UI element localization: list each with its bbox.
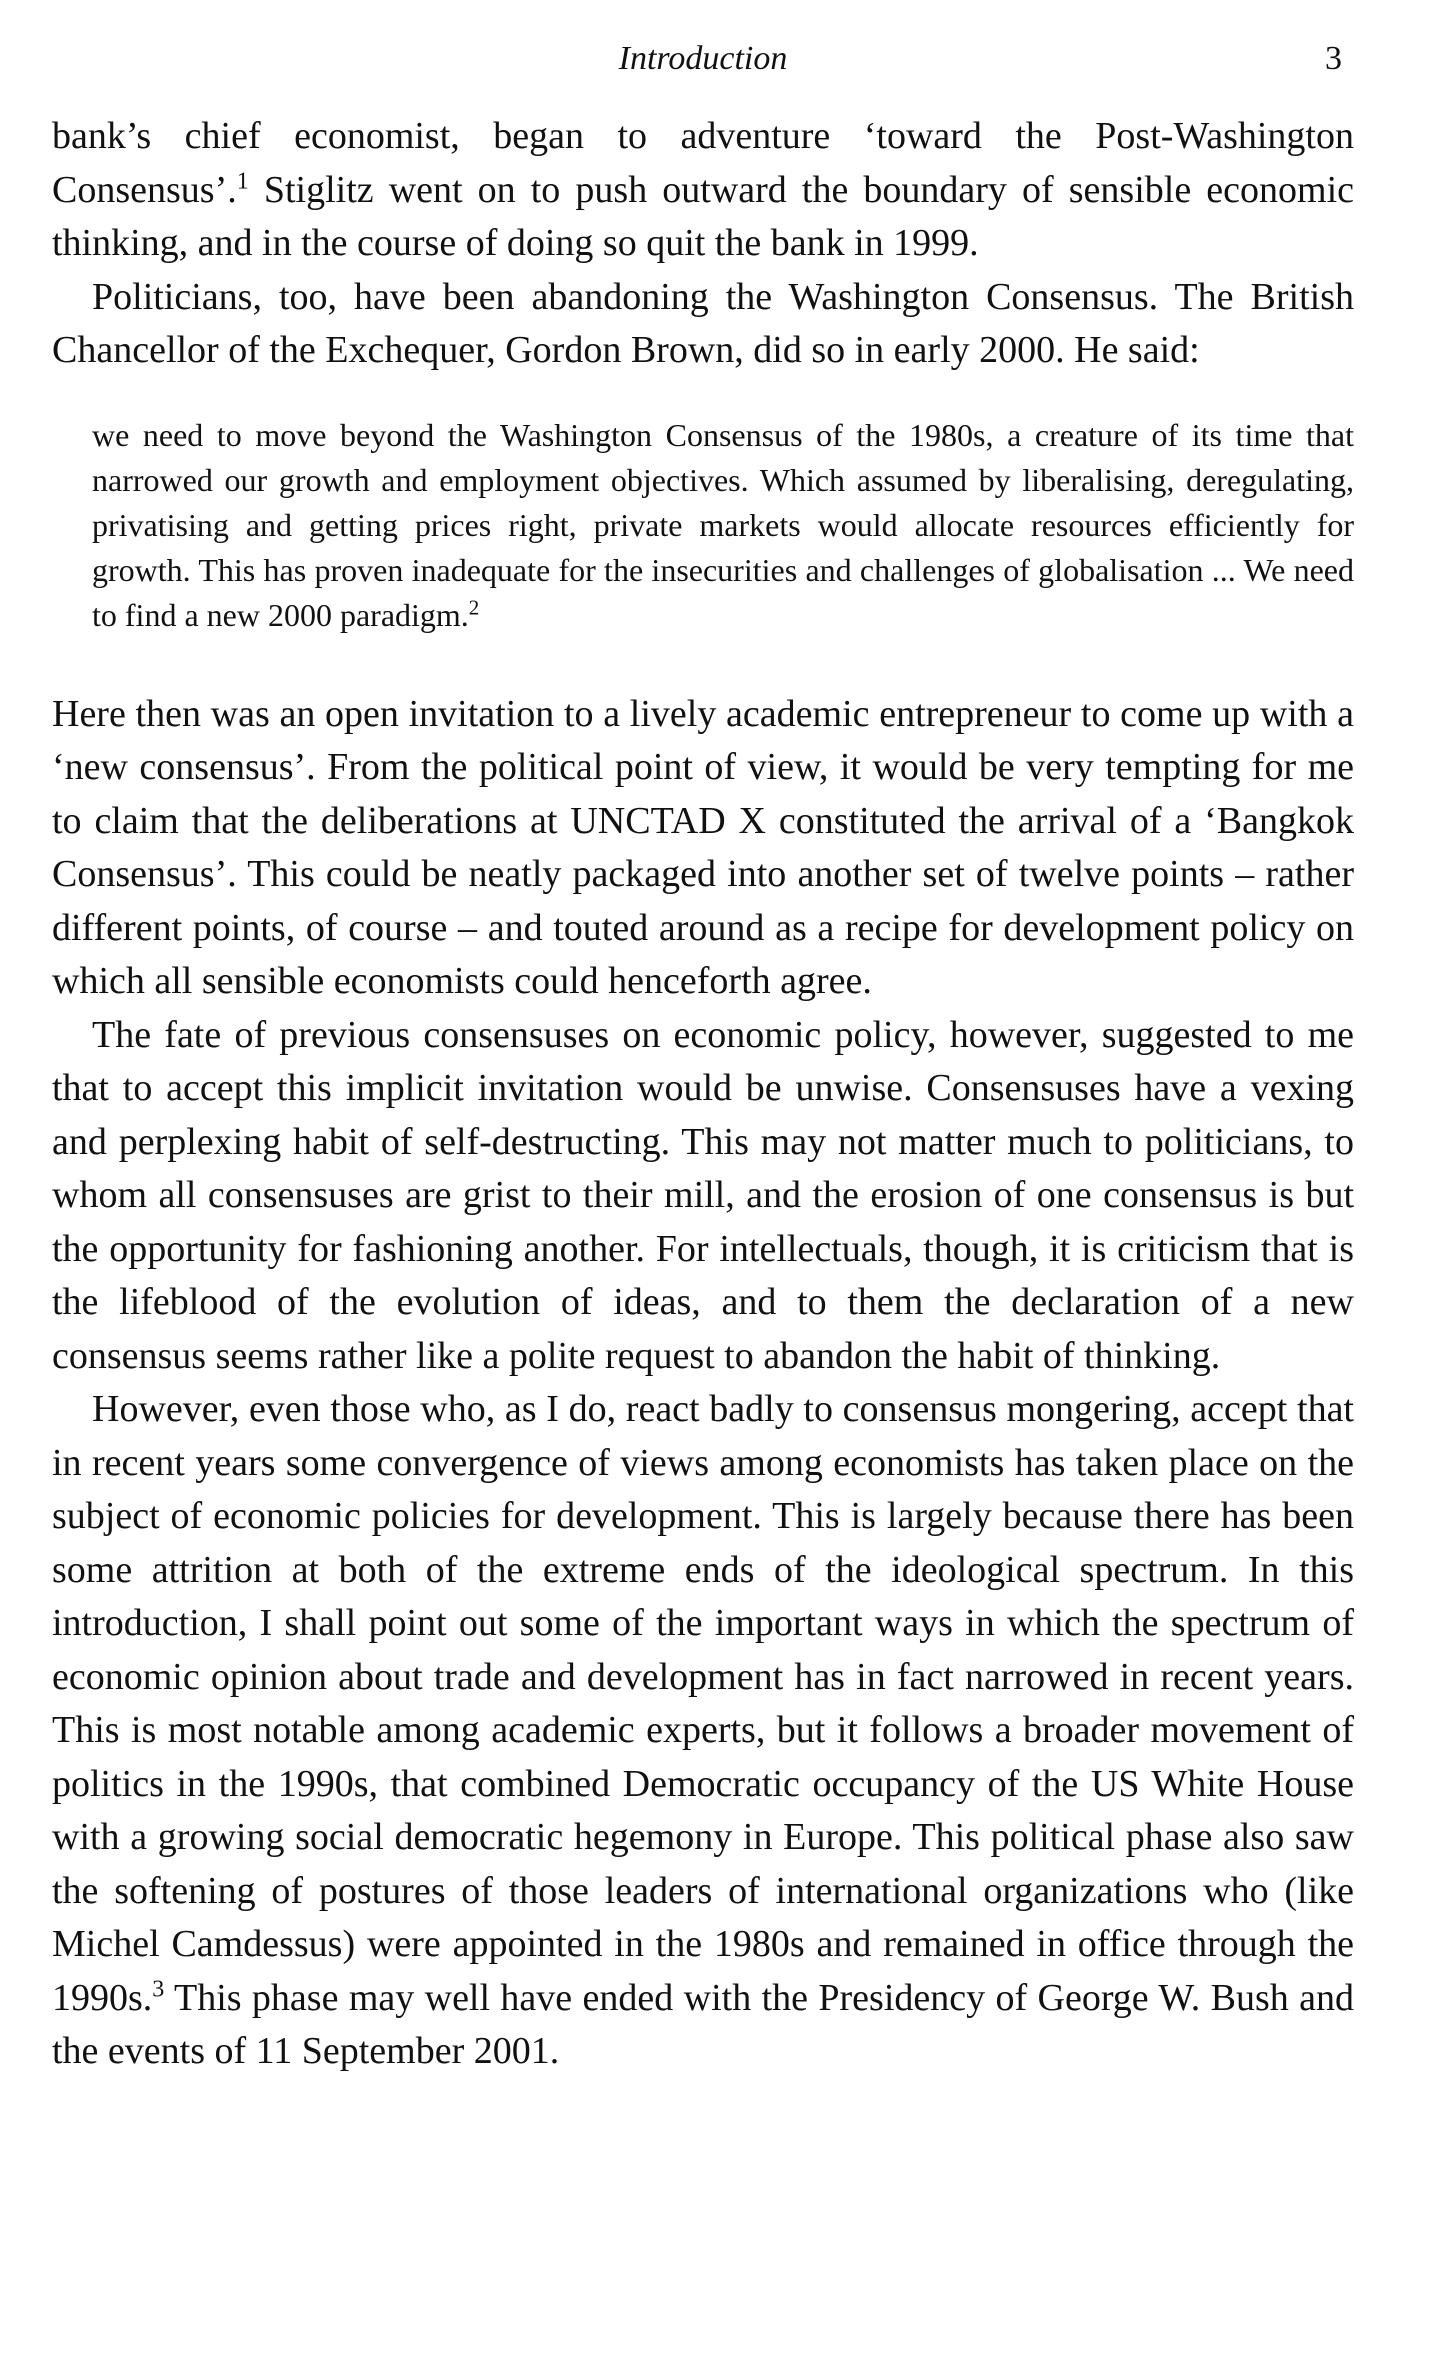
paragraph-text: This phase may well have ended with the Presidency of George W. Bush and the events of 11 September 2001. — [52, 1976, 1354, 2072]
paragraph-open-invitation: Here then was an open invitation to a lively academic entrepreneur to come up with a ‘new consensus’. From the political point of view, it would be very tempting for me to claim that the deliberations at UNCTAD X constituted the arrival of a ‘Bangkok Consensus’. This could be neatly packaged into another set of twelve points – rather different points, of course – and touted around as a recipe for development policy on which all sensible economists could henceforth agree. — [52, 692, 1354, 1002]
paragraph-politicians: Politicians, too, have been abandoning the Washington Consensus. The British Chancellor of the Exchequer, Gordon Brown, did so in early 2000. He said: — [52, 275, 1354, 371]
paragraph-text: Stiglitz went on to push outward the boundary of sensible economic thinking, and in the course of doing so quit the bank in 1999. — [52, 168, 1354, 264]
page-number: 3 — [1325, 40, 1342, 77]
paragraph-continuation — [52, 110, 1354, 271]
footnote-marker-3: 3 — [152, 1975, 165, 2002]
footnote-marker-2: 2 — [468, 594, 480, 619]
paragraph-text: However, even those who, as I do, react badly to consensus mongering, accept that in recent years some convergence of views among economists has taken place on the subject of economic policies for development. This is largely because there has been some attrition at both of the extreme ends of the ideological spectrum. In this introduction, I shall point out some of the important ways in which the spectrum of economic opinion about trade and development has in fact narrowed in recent years. This is most notable among academic experts, but it follows a broader movement of politics in the 1990s, that combined Democratic occupancy of the US White House with a growing social democratic hegemony in Europe. This political phase also saw the softening of postures of those leaders of international organizations who (like Michel Camdessus) were appointed in the 1980s and remained in office through the 1990s. — [52, 1388, 1354, 2019]
paragraph-text: bank’s chief economist, began to adventure ‘toward the Post-Washington Consensus’. — [52, 115, 1354, 211]
quote-text: we need to move beyond the Washington Consensus of the 1980s, a creature of its time that narrowed our growth and employment objectives. Which assumed by liberalising, deregulating, privatising and getting prices right, private markets would allocate resources efficiently for growth. This has proven inadequate for the insecurities and challenges of globalisation ... We need to find a new 2000 paradigm. — [92, 416, 1354, 633]
paragraph-convergence — [52, 1383, 1354, 2079]
book-page — [52, 38, 1354, 2079]
footnote-marker-1: 1 — [236, 167, 249, 194]
paragraph-fate-of-consensuses: The fate of previous consensuses on economic policy, however, suggested to me that to accept this implicit invitation would be unwise. Consensuses have a vexing and perplexing habit of self-destructing. This may not matter much to politicians, to whom all consensuses are grist to their mill, and the erosion of one consensus is but the opportunity for fashioning another. For intellectuals, though, it is criticism that is the lifeblood of the evolution of ideas, and to them the declaration of a new consensus seems rather like a polite request to abandon the habit of thinking. — [52, 1013, 1354, 1377]
running-head — [52, 38, 1354, 90]
block-quote — [92, 413, 1354, 638]
running-title: Introduction — [618, 40, 788, 77]
body-text — [52, 110, 1354, 2079]
